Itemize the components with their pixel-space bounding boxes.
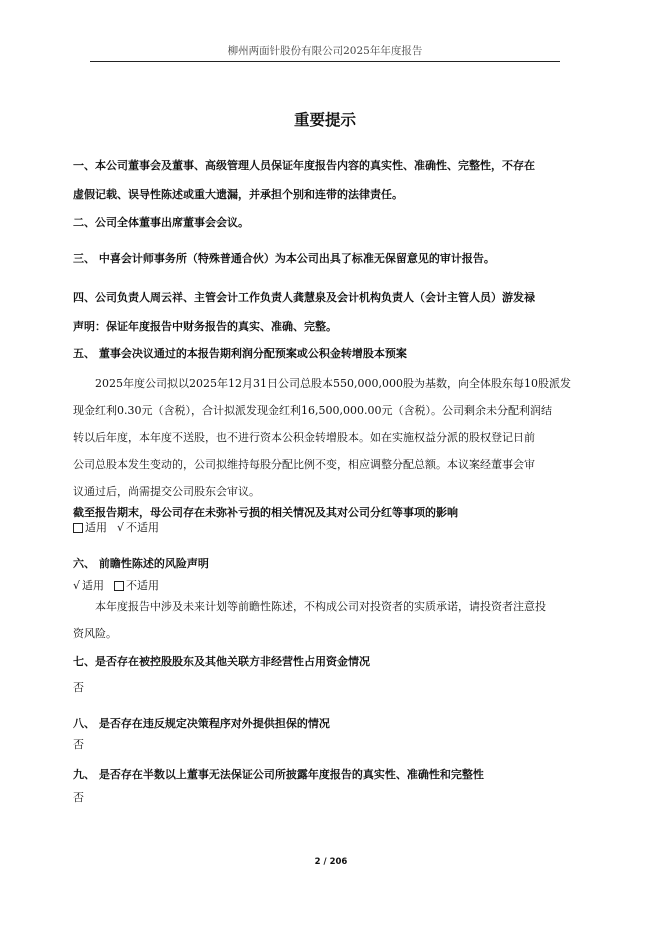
item-6-not-applicable-label: 不适用	[126, 579, 160, 592]
deficit-heading: 截至报告期末，母公司存在未弥补亏损的相关情况及其对公司分红等事项的影响	[73, 506, 458, 519]
item-1-heading	[73, 151, 583, 209]
running-header: 柳州两面针股份有限公司2025年年度报告	[227, 45, 423, 57]
item-4-heading	[73, 283, 583, 341]
item-6-line-1: 本年度报告中涉及未来计划等前瞻性陈述，不构成公司对投资者的实质承诺，请投资者注意投	[95, 600, 546, 613]
item-6-heading: 六、 前瞻性陈述的风险声明	[73, 557, 209, 570]
deficit-applicable-label: 适用	[85, 521, 107, 534]
item-7-answer: 否	[73, 681, 84, 694]
item-9-answer: 否	[73, 791, 84, 804]
item-1-line-2: 虚假记载、误导性陈述或重大遗漏，并承担个别和连带的法律责任。	[73, 188, 403, 201]
item-1-line-1: 一、本公司董事会及董事、高级管理人员保证年度报告内容的真实性、准确性、完整性，不存在	[73, 159, 535, 172]
page-title: 重要提示	[293, 111, 356, 129]
item-6-options	[73, 579, 583, 593]
check-mark-icon: √	[117, 521, 125, 534]
item-4-line-2: 声明：保证年度报告中财务报告的真实、准确、完整。	[73, 320, 337, 333]
deficit-options	[73, 521, 583, 535]
item-3-heading: 三、 中喜会计师事务所（特殊普通合伙）为本公司出具了标准无保留意见的审计报告。	[73, 252, 495, 265]
checkbox-empty-icon	[73, 523, 83, 533]
item-5-paragraph	[73, 370, 583, 505]
item-4-line-1: 四、公司负责人周云祥、主管会计工作负责人龚慧泉及会计机构负责人（会计主管人员）游发禄	[73, 291, 535, 304]
item-2-heading: 二、公司全体董事出席董事会会议。	[73, 216, 249, 229]
item-5-line-4: 公司总股本发生变动的，公司拟维持每股分配比例不变，相应调整分配总额。本议案经董事会审	[73, 458, 535, 471]
item-6-applicable-label: 适用	[82, 579, 105, 592]
item-6-line-2: 资风险。	[73, 627, 117, 640]
page-number: 2 / 206	[314, 857, 348, 867]
checkbox-empty-icon	[114, 581, 124, 591]
item-8-answer: 否	[73, 738, 84, 751]
item-5-heading: 五、 董事会决议通过的本报告期利润分配预案或公积金转增股本预案	[73, 347, 407, 360]
item-6-paragraph	[73, 593, 583, 647]
header-rule	[90, 61, 560, 62]
item-5-line-1: 2025年度公司拟以2025年12月31日公司总股本550,000,000股为基数，向全体股东每10股派发	[95, 377, 571, 390]
item-8-heading: 八、 是否存在违反规定决策程序对外提供担保的情况	[73, 717, 330, 730]
item-5-line-5: 议通过后，尚需提交公司股东会审议。	[73, 485, 260, 498]
item-5-line-3: 转以后年度，本年度不送股，也不进行资本公积金转增股本。如在实施权益分派的股权登记日前	[73, 431, 535, 444]
item-5-line-2: 现金红利0.30元（含税），合计拟派发现金红利16,500,000.00元（含税）。公司剩余未分配利润结	[73, 404, 552, 417]
check-mark-icon: √	[73, 579, 81, 592]
deficit-not-applicable-label: 不适用	[126, 521, 160, 534]
item-7-heading: 七、是否存在被控股股东及其他关联方非经营性占用资金情况	[73, 655, 370, 668]
item-9-heading: 九、 是否存在半数以上董事无法保证公司所披露年度报告的真实性、准确性和完整性	[73, 768, 484, 781]
